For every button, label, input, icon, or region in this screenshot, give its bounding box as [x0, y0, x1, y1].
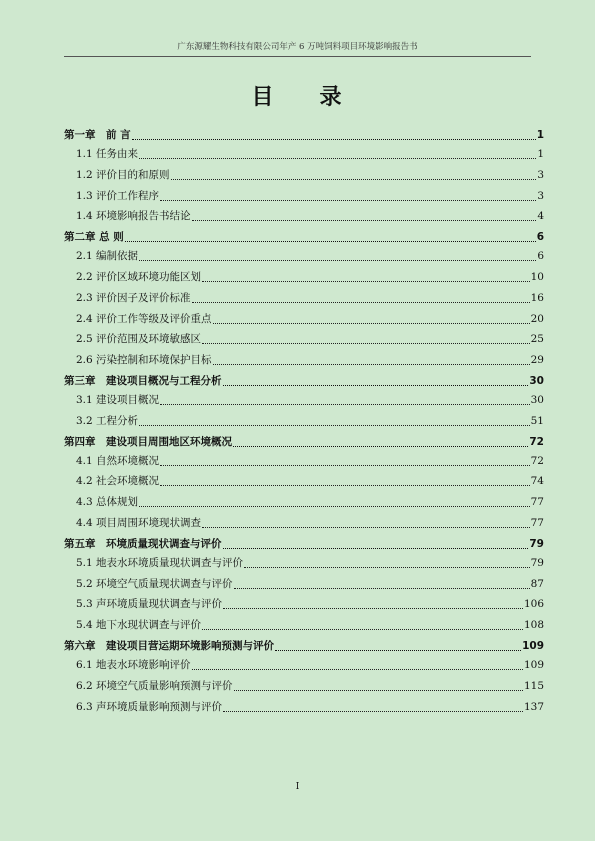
toc-section-entry[interactable] [64, 292, 544, 305]
toc-entry-label: 第四章 建设项目周围地区环境概况 [64, 435, 232, 448]
toc-chapter-entry[interactable] [64, 129, 544, 142]
toc-entry-label: 6.2 环境空气质量影响预测与评价 [76, 679, 233, 692]
toc-entry-page: 29 [530, 354, 544, 367]
dot-leader [192, 293, 530, 303]
dot-leader [244, 558, 530, 568]
dot-leader [202, 272, 530, 282]
dot-leader [139, 497, 530, 507]
toc-entry-page: 137 [523, 700, 544, 713]
toc-entry-label: 2.3 评价因子及评价标准 [76, 291, 191, 304]
toc-chapter-entry[interactable] [64, 231, 544, 244]
toc-section-entry[interactable] [64, 680, 544, 693]
toc-section-entry[interactable] [64, 169, 544, 182]
toc-section-entry[interactable] [64, 394, 544, 407]
toc-section-entry[interactable] [64, 313, 544, 326]
toc-entry-page: 79 [529, 537, 544, 550]
toc-entry-label: 第二章 总 则 [64, 231, 124, 244]
toc-section-entry[interactable] [64, 271, 544, 284]
dot-leader [139, 251, 536, 261]
toc-chapter-entry[interactable] [64, 538, 544, 551]
table-of-contents [64, 122, 544, 721]
toc-chapter-entry[interactable] [64, 375, 544, 388]
toc-entry-label: 6.1 地表水环境影响评价 [76, 658, 191, 671]
title-part-2: 录 [319, 85, 344, 110]
toc-section-entry[interactable] [64, 475, 544, 488]
dot-leader [160, 456, 530, 466]
toc-entry-page: 10 [530, 270, 544, 283]
toc-entry-label: 5.2 环境空气质量现状调查与评价 [76, 577, 233, 590]
toc-section-entry[interactable] [64, 578, 544, 591]
toc-entry-label: 2.1 编制依据 [76, 250, 139, 263]
toc-entry-page: 115 [523, 679, 544, 692]
toc-section-entry[interactable] [64, 496, 544, 509]
toc-section-entry[interactable] [64, 148, 544, 161]
toc-entry-page: 77 [530, 496, 544, 509]
toc-entry-page: 72 [529, 435, 544, 448]
dot-leader [213, 355, 530, 365]
toc-entry-label: 1.2 评价目的和原则 [76, 168, 170, 181]
toc-entry-label: 2.2 评价区域环境功能区划 [76, 270, 202, 283]
toc-section-entry[interactable] [64, 415, 544, 428]
toc-entry-label: 2.4 评价工作等级及评价重点 [76, 312, 212, 325]
dot-leader [160, 395, 530, 405]
toc-section-entry[interactable] [64, 557, 544, 570]
toc-entry-page: 4 [537, 210, 544, 223]
dot-leader [223, 702, 523, 712]
dot-leader [132, 130, 536, 140]
toc-entry-page: 30 [529, 374, 544, 387]
toc-section-entry[interactable] [64, 598, 544, 611]
dot-leader [192, 211, 537, 221]
toc-entry-label: 3.1 建设项目概况 [76, 393, 160, 406]
toc-entry-page: 109 [523, 658, 544, 671]
dot-leader [234, 681, 523, 691]
dot-leader [223, 376, 529, 386]
toc-entry-label: 5.3 声环境质量现状调查与评价 [76, 598, 223, 611]
toc-entry-page: 6 [537, 250, 544, 263]
toc-entry-label: 4.4 项目周围环境现状调查 [76, 516, 202, 529]
toc-entry-page: 106 [523, 598, 544, 611]
toc-entry-page: 25 [530, 333, 544, 346]
toc-section-entry[interactable] [64, 455, 544, 468]
toc-entry-label: 4.3 总体规划 [76, 496, 139, 509]
dot-leader [160, 476, 530, 486]
toc-entry-label: 第六章 建设项目营运期环境影响预测与评价 [64, 639, 274, 652]
toc-entry-page: 72 [530, 454, 544, 467]
dot-leader [160, 191, 536, 201]
toc-entry-label: 5.4 地下水现状调查与评价 [76, 619, 202, 632]
toc-entry-page: 1 [536, 129, 544, 141]
toc-entry-page: 20 [530, 312, 544, 325]
toc-entry-page: 6 [536, 231, 544, 244]
toc-entry-label: 5.1 地表水环境质量现状调查与评价 [76, 556, 244, 569]
toc-entry-label: 2.5 评价范围及环境敏感区 [76, 333, 202, 346]
toc-entry-label: 第三章 建设项目概况与工程分析 [64, 374, 222, 387]
dot-leader [202, 518, 530, 528]
toc-chapter-entry[interactable] [64, 436, 544, 449]
toc-entry-label: 6.3 声环境质量影响预测与评价 [76, 700, 223, 713]
dot-leader [192, 660, 523, 670]
toc-entry-page: 77 [530, 516, 544, 529]
toc-entry-page: 109 [522, 639, 544, 652]
toc-entry-page: 3 [537, 168, 544, 181]
page-header: 广东源耀生物科技有限公司年产 6 万吨饲料项目环境影响报告书 [64, 40, 531, 57]
toc-section-entry[interactable] [64, 333, 544, 346]
dot-leader [202, 620, 523, 630]
toc-entry-page: 108 [523, 619, 544, 632]
dot-leader [275, 641, 521, 651]
toc-section-entry[interactable] [64, 210, 544, 223]
toc-section-entry[interactable] [64, 619, 544, 632]
toc-entry-label: 1.3 评价工作程序 [76, 189, 160, 202]
toc-entry-page: 30 [530, 393, 544, 406]
dot-leader [125, 232, 536, 242]
toc-section-entry[interactable] [64, 517, 544, 530]
toc-entry-page: 74 [530, 475, 544, 488]
page-title [0, 80, 595, 111]
title-part-1: 目 [251, 85, 276, 110]
toc-entry-label: 第五章 环境质量现状调查与评价 [64, 537, 222, 550]
toc-chapter-entry[interactable] [64, 640, 544, 653]
toc-entry-label: 2.6 污染控制和环境保护目标 [76, 354, 212, 367]
toc-entry-page: 51 [530, 414, 544, 427]
dot-leader [202, 334, 530, 344]
dot-leader [223, 539, 529, 549]
toc-entry-page: 16 [530, 291, 544, 304]
toc-entry-label: 1.1 任务由来 [76, 148, 139, 160]
dot-leader [223, 599, 523, 609]
toc-section-entry[interactable] [64, 659, 544, 672]
toc-section-entry[interactable] [64, 701, 544, 714]
toc-entry-label: 第一章 前 言 [64, 129, 131, 141]
toc-entry-label: 4.1 自然环境概况 [76, 454, 160, 467]
toc-section-entry[interactable] [64, 190, 544, 203]
toc-entry-page: 1 [537, 148, 544, 160]
page-number: I [295, 782, 300, 792]
dot-leader [171, 170, 537, 180]
dot-leader [139, 149, 536, 159]
toc-entry-page: 3 [537, 189, 544, 202]
toc-section-entry[interactable] [64, 354, 544, 367]
dot-leader [213, 314, 530, 324]
toc-entry-page: 79 [530, 556, 544, 569]
dot-leader [233, 437, 528, 447]
toc-entry-label: 3.2 工程分析 [76, 414, 139, 427]
dot-leader [234, 579, 530, 589]
dot-leader [139, 416, 530, 426]
toc-entry-label: 1.4 环境影响报告书结论 [76, 210, 191, 223]
toc-section-entry[interactable] [64, 250, 544, 263]
toc-entry-label: 4.2 社会环境概况 [76, 475, 160, 488]
toc-entry-page: 87 [530, 577, 544, 590]
